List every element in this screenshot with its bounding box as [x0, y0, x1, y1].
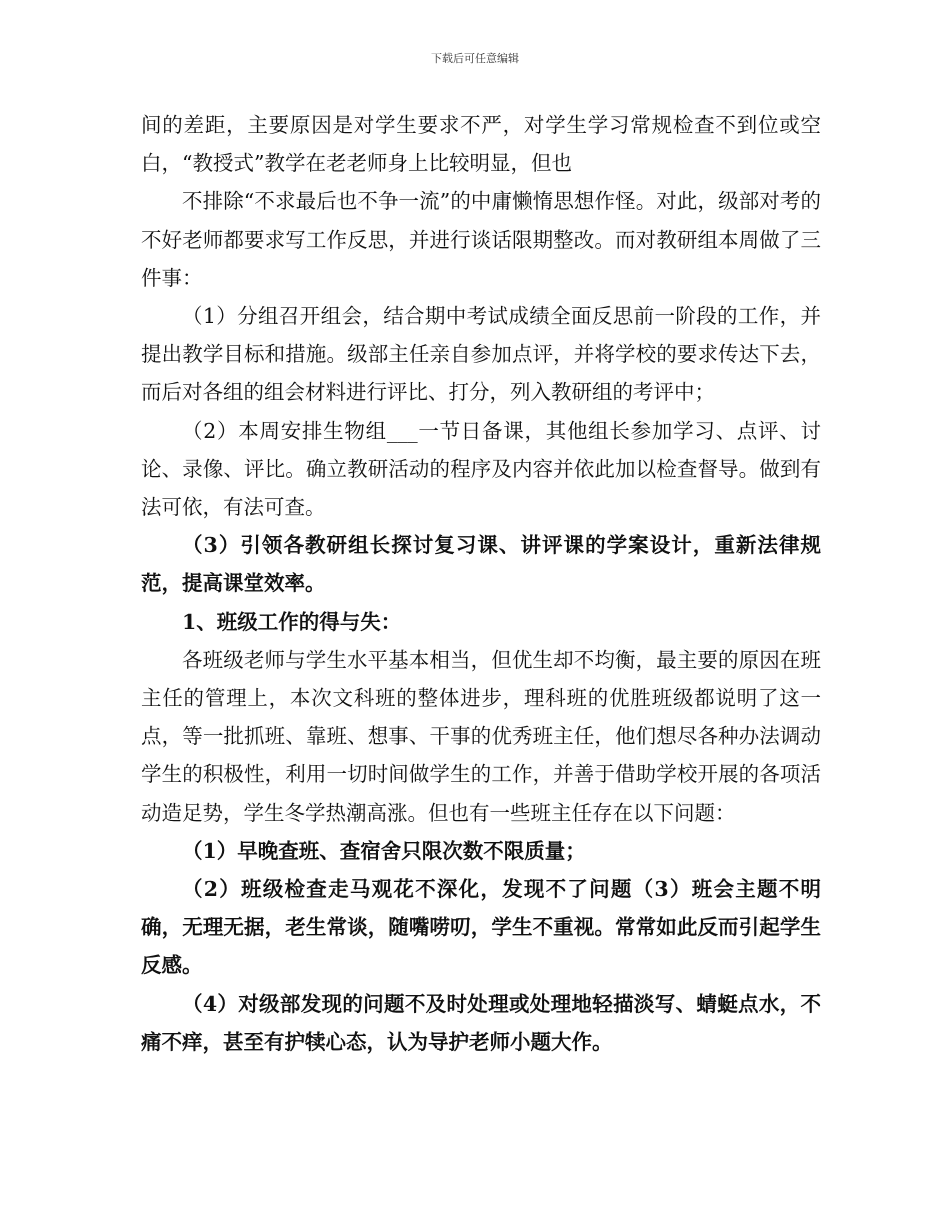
section-heading: 1、班级工作的得与失：: [182, 609, 402, 634]
paragraph-2: 不排除“不求最后也不争一流”的中庸懒惰思想作怪。对此，级部对考的不好老师都要求写工作反思，并进行谈话限期整改。而对教研组本周做了三件事：: [141, 189, 821, 290]
paragraph-3: （1）分组召开组会，结合期中考试成绩全面反思前一阶段的工作，并提出教学目标和措施。级部主任亲自参加点评，并将学校的要求传达下去，而后对各组的组会材料进行评比、打分，列入教研组的考评中；: [141, 304, 821, 405]
paragraph-9: （2）班级检查走马观花不深化，发现不了问题（3）班会主题不明确，无理无据，老生常谈，随嘴唠叨，学生不重视。常常如此反而引起学生反感。: [141, 877, 821, 978]
paragraph-7: 各班级老师与学生水平基本相当，但优生却不均衡，最主要的原因在班主任的管理上，本次文科班的整体进步，理科班的优胜班级都说明了这一点，等一批抓班、靠班、想事、干事的优秀班主任，他们想尽各种办法调动学生的积极性，利用一切时间做学生的工作，并善于借助学校开展的各项活动造足势，学生冬学热潮高涨。但也有一些班主任存在以下问题：: [141, 647, 821, 825]
page-header: 下载后可任意编辑: [431, 52, 519, 65]
document-body: [141, 106, 821, 1061]
paragraph-1: 间的差距，主要原因是对学生要求不严，对学生学习常规检查不到位或空白，“教授式”教学在老老师身上比较明显，但也: [141, 113, 821, 176]
paragraph-5: （3）引领各教研组长探讨复习课、讲评课的学案设计，重新法律规范，提高课堂效率。: [141, 533, 821, 596]
paragraph-4: （2）本周安排生物组___一节日备课，其他组长参加学习、点评、讨论、录像、评比。确立教研活动的程序及内容并依此加以检查督导。做到有法可依，有法可查。: [141, 418, 821, 520]
paragraph-10: （4）对级部发现的问题不及时处理或处理地轻描淡写、蜻蜓点水，不痛不痒，甚至有护犊心态，认为导护老师小题大作。: [141, 991, 821, 1054]
paragraph-8: （1）早晚查班、查宿舍只限次数不限质量；: [182, 838, 586, 863]
